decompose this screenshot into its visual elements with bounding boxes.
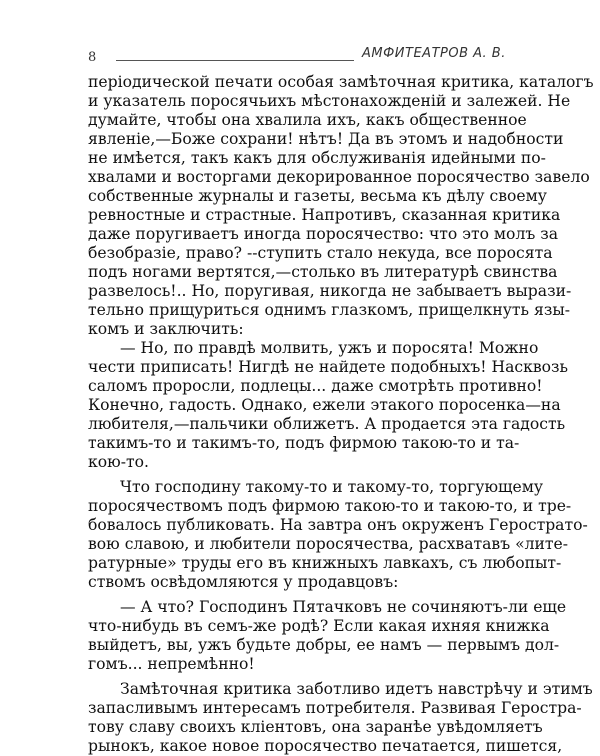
text-line: тову славу своихъ кліентовъ, она заранѣе увѣдомляетъ [88,718,543,736]
page-number: 8 [88,50,97,65]
text-line: явленіе,—Боже сохрани! нѣтъ! Да въ этомъ и надобности [88,130,564,148]
text-line: Конечно, гадость. Однако, ежели этакого поросенка—на [88,396,561,414]
text-line: поросячествомъ подъ фирмою такою-то и такою-то, и тре- [88,497,572,515]
text-line: собственные журналы и газеты, весьма къ дѣлу своему [88,187,547,205]
text-line: ратурные» труды его въ книжныхъ лавкахъ, съ любопыт- [88,554,562,572]
text-line: подъ ногами вертятся,—столько въ литературѣ свинства [88,263,558,281]
text-line: хвалами и восторгами декорированное поросячество завело [88,168,590,186]
text-line: ревностные и страстные. Напротивъ, сказанная критика [88,206,561,224]
running-head: АМФИТЕАТРОВ А. В. [362,46,506,61]
text-line: любителя,—пальчики оближетъ. А продается эта гадость [88,415,566,433]
text-line: гомъ... непремѣнно! [88,655,255,673]
text-line: даже поругиваетъ иногда поросячество: что это молъ за [88,225,559,243]
text-line: Замѣточная критика заботливо идетъ навстрѣчу и этимъ [120,680,593,698]
text-line: бовалось публиковать. На завтра онъ окруженъ Герострато- [88,516,588,534]
text-line: тельно прищуриться однимъ глазкомъ, прищелкнуть язы- [88,301,571,319]
text-line: рынокъ, какое новое поросячество печатается, пишется, [88,737,563,755]
text-line: думайте, чтобы она хвалила ихъ, какъ общественное [88,111,527,129]
text-line: не имѣется, такъ какъ для обслуживанія идейными по- [88,149,546,167]
text-line: вою славою, и любители поросячества, расхватавъ «лите- [88,535,569,553]
text-line: комъ и заключить: [88,320,244,338]
text-line: — Но, по правдѣ молвить, ужъ и поросята! Можно [120,339,539,357]
text-line: — А что? Господинъ Пятачковъ не сочиняютъ-ли еще [120,598,567,616]
text-line: и указатель поросячьихъ мѣстонахожденій и залежей. Не [88,92,571,110]
text-line: что-нибудь въ семъ-же родѣ? Если какая ихняя книжка [88,617,550,635]
text-line: Что господину такому-то и такому-то, торгующему [120,478,544,496]
text-line: выйдетъ, вы, ужъ будьте добры, ее намъ — первымъ дол- [88,636,560,654]
text-line: чести приписать! Нигдѣ не найдете подобныхъ! Насквозь [88,358,569,376]
text-line: періодической печати особая замѣточная критика, каталогъ [88,73,594,91]
text-line: развелось!.. Но, поругивая, никогда не забываетъ вырази- [88,282,572,300]
text-line: ствомъ освѣдомляются у продавцовъ: [88,573,399,591]
text-line: безобразіе, право? --ступить стало некуда, все поросята [88,244,553,262]
text-line: запасливымъ интересамъ потребителя. Развивая Геростра- [88,699,582,717]
text-line: такимъ-то и такимъ-то, подъ фирмою такою-то и та- [88,434,520,452]
text-line: кою-то. [88,453,149,471]
running-head-rule [116,60,354,61]
text-line: саломъ проросли, подлецы... даже смотрѣть противно! [88,377,543,395]
body-text [88,73,594,756]
